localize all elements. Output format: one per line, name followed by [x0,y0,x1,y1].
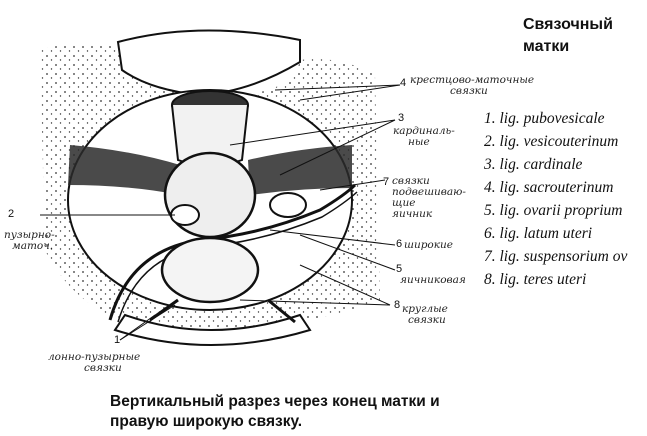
handwritten-broad: широкие [404,239,453,251]
ligament-legend [484,107,647,291]
legend-item: 2. lig. vesicouterinum [484,133,619,150]
figure-caption: Вертикальный разрез через конец матки и правую широкую связку. [110,393,440,430]
label-number-7: 7 [383,176,390,188]
legend-item: 1. lig. pubovesicale [484,110,605,127]
label-number-4: 4 [400,77,407,89]
label-number-8: 8 [394,299,401,311]
label-number-3: 3 [398,112,405,124]
label-number-6: 6 [396,238,403,250]
handwritten-vesicouterine: пузырно- маточ. [4,229,55,252]
figure-title: Связочный матки [523,16,613,55]
ovary-left [171,205,199,225]
ovary-right [270,193,306,217]
legend-item: 8. lig. teres uteri [484,271,587,288]
label-number-2: 2 [8,208,15,220]
handwritten-cardinal: кардиналь- ные [393,125,455,148]
handwritten-sacrouterine: крестцово-маточные связки [410,74,535,97]
bladder [162,238,258,302]
handwritten-round: круглые связки [402,303,448,326]
legend-item: 3. lig. cardinale [484,156,583,173]
legend-item: 4. lig. sacrouterinum [484,179,614,196]
legend-item: 5. lig. ovarii proprium [484,202,623,219]
handwritten-ovarian: яичниковая [400,274,466,286]
label-number-5: 5 [396,263,403,275]
legend-item: 6. lig. latum uteri [484,225,593,242]
handwritten-suspensory: связки подвешиваю- щие яичник [392,175,466,220]
handwritten-pubovesical: лонно-пузырные связки [48,351,141,374]
legend-item: 7. lig. suspensorium ov [484,248,628,265]
label-number-1: 1 [114,334,121,346]
